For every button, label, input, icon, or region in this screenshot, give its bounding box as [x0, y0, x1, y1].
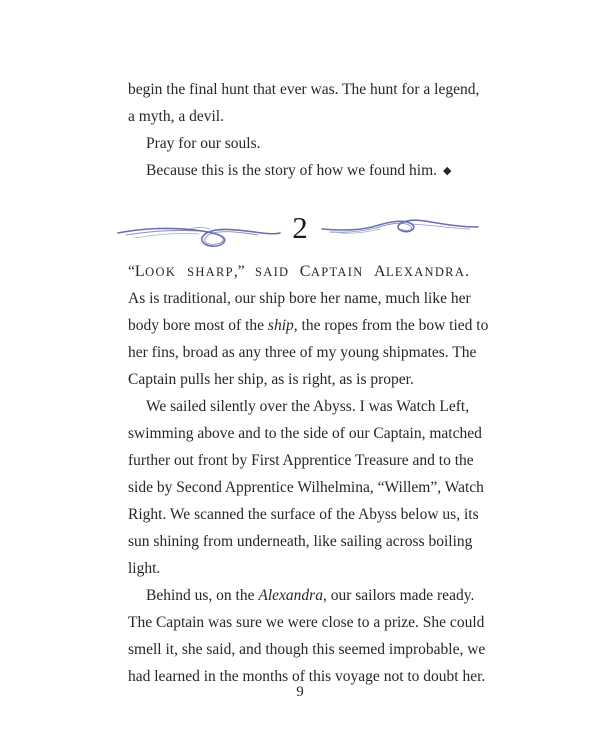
open-quote: “: [128, 263, 135, 280]
text-line: The Captain was sure we were close to a prize. She could: [128, 614, 485, 631]
small-caps-initial: L: [134, 263, 146, 280]
text-line: a myth, a devil.: [128, 108, 224, 125]
text-line: sun shining from underneath, like sailing across boiling: [128, 533, 473, 550]
punctuation: ,”: [233, 263, 255, 280]
text-line: Right. We scanned the surface of the Abyss below us, its: [128, 506, 479, 523]
small-caps-text: APTAIN: [310, 265, 364, 279]
page-number: 9: [296, 684, 304, 700]
small-caps-text: SAID: [255, 265, 290, 279]
text-line: light.: [128, 560, 161, 577]
right-flourish-icon: [322, 220, 478, 233]
text-segment: Behind us, on the: [146, 587, 259, 604]
text-line: Pray for our souls.: [146, 135, 261, 152]
text-line: We sailed silently over the Abyss. I was Watch Left,: [146, 398, 470, 415]
punctuation: .: [465, 263, 470, 280]
text-segment: , the ropes from the bow tied to: [293, 317, 489, 334]
small-caps-initial: C: [299, 263, 311, 280]
italic-ship-name: Alexandra,: [258, 587, 327, 604]
text-segment: our sailors made ready.: [326, 587, 475, 604]
text-line: had learned in the months of this voyage not to doubt her.: [128, 668, 486, 685]
chapter-opening-line: [128, 258, 469, 285]
text-line: As is traditional, our ship bore her name, much like her: [128, 290, 471, 307]
text-line: Captain pulls her ship, as is right, as is proper.: [128, 371, 414, 388]
end-of-chapter-diamond-icon: ◆: [443, 165, 452, 177]
text-line: swimming above and to the side of our Captain, matched: [128, 425, 482, 442]
text-line: [128, 157, 469, 184]
small-caps-text: LEXANDRA: [386, 265, 466, 279]
chapter-2-body: [128, 258, 489, 690]
text-line: side by Second Apprentice Wilhelmina, “Willem”, Watch: [128, 479, 484, 496]
text-line: her fins, broad as any three of my young shipmates. The: [128, 344, 477, 361]
text-segment: body bore most of the: [128, 317, 268, 334]
left-flourish-icon: [118, 228, 280, 247]
chapter-number: 2: [292, 210, 308, 245]
small-caps-text: OOK SHARP: [145, 265, 234, 279]
text-line: further out front by First Apprentice Treasure and to the: [128, 452, 474, 469]
text-line: smell it, she said, and though this seemed improbable, we: [128, 641, 486, 658]
text-line: [128, 312, 489, 339]
text-line: begin the final hunt that ever was. The hunt for a legend,: [128, 81, 480, 98]
small-caps-initial: A: [373, 263, 386, 280]
italic-word: ship: [267, 317, 294, 334]
text-segment: Because this is the story of how we found him.: [146, 162, 438, 179]
text-line: [128, 582, 475, 609]
chapter-1-ending: [128, 76, 480, 184]
